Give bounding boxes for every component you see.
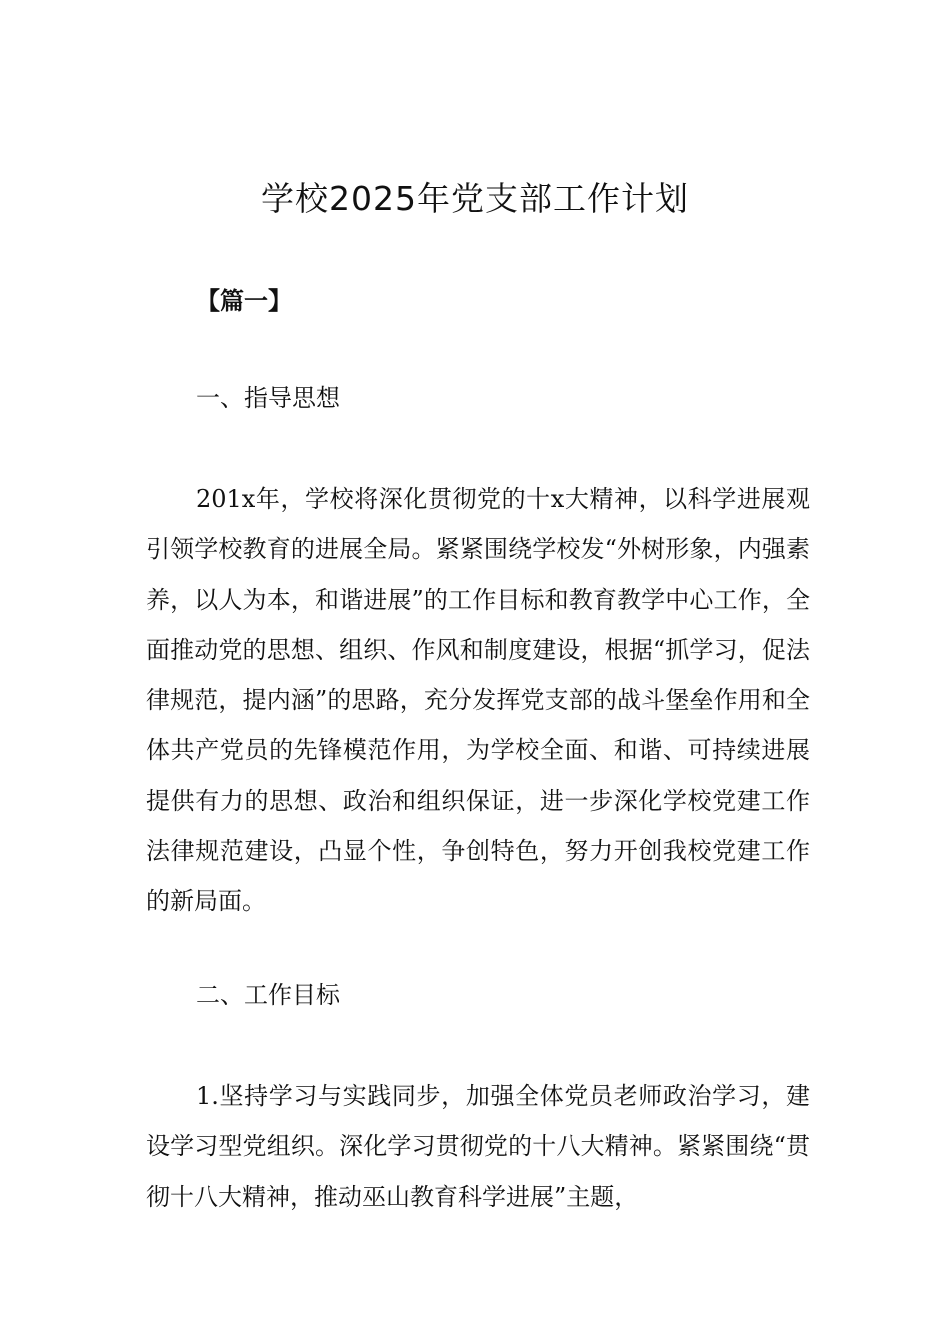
paragraph-work-goals: 1.坚持学习与实践同步，加强全体党员老师政治学习，建设学习型党组织。深化学习贯彻党的十八大精神。紧紧围绕“贯彻十八大精神，推动巫山教育科学进展”主题，	[146, 1082, 810, 1211]
heading-work-goals: 二、工作目标	[196, 981, 340, 1009]
document-title: 学校2025年党支部工作计划	[261, 179, 689, 218]
section-label: 【篇一】	[196, 287, 292, 315]
paragraph-guiding-ideology: 201x年，学校将深化贯彻党的十x大精神，以科学进展观引领学校教育的进展全局。紧紧围绕学校发“外树形象，内强素养，以人为本，和谐进展”的工作目标和教育教学中心工作，全面推动党的思想、组织、作风和制度建设，根据“抓学习，促法律规范，提内涵”的思路，充分发挥党支部的战斗堡垒作用和全体共产党员的先锋模范作用，为学校全面、和谐、可持续进展提供有力的思想、政治和组织保证，进一步深化学校党建工作法律规范建设，凸显个性，争创特色，努力开创我校党建工作的新局面。	[146, 485, 810, 916]
heading-guiding-ideology: 一、指导思想	[196, 384, 340, 412]
